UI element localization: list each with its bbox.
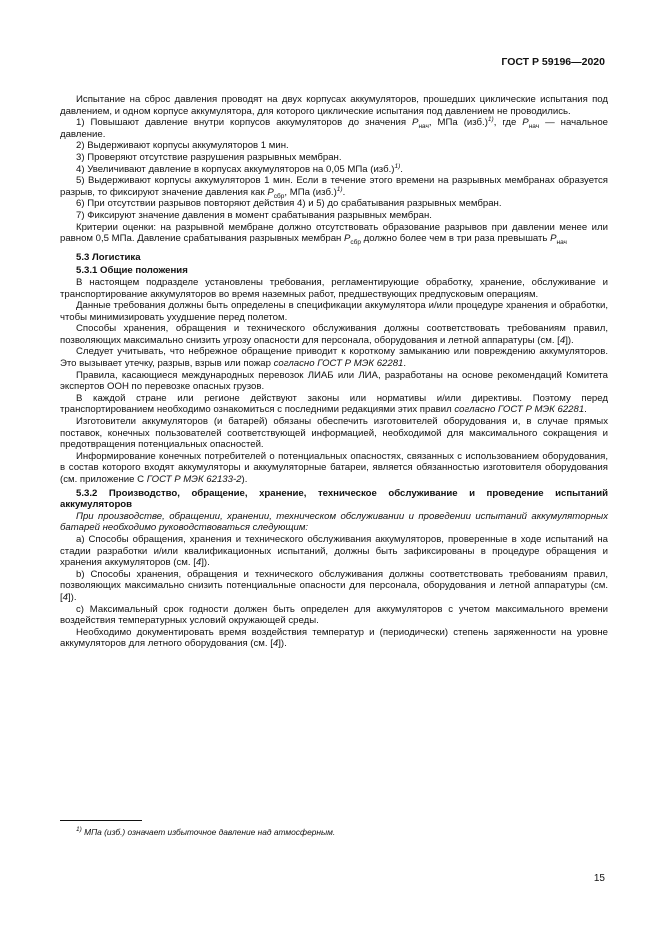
paragraph: Правила, касающиеся международных перевозок ЛИАБ или ЛИА, разработаны на основе рекомендаций Комитета экспертов ООН по перевозке опасных грузов. [60,369,608,393]
paragraph: При производстве, обращении, хранении, техническом обслуживании и проведении испытаний аккумуляторных батарей необходимо руководствоваться следующим: [60,510,608,534]
page-number: 15 [593,873,605,884]
paragraph: Изготовители аккумуляторов (и батарей) обязаны обеспечить изготовителей оборудования и, в случае прямых поставок, конечных пользователей соответствующей информацией, необходимой для максимального сокращения и предотвращения потенциальных опасностей. [60,416,608,451]
paragraph: В настоящем подразделе установлены требования, регламентирующие обработку, хранение, обслуживание и транспортирование аккумуляторов во время наземных работ, предшествующих предпусковым операциям. [60,276,608,300]
section-heading-5-3-1: 5.3.1 Общие положения [76,265,188,277]
step-4: 4) Увеличивают давление в корпусах аккумуляторов на 0,05 МПа $(изб.)^{1)}$. [76,162,403,175]
step-6: 6) При отсутствии разрывов повторяют действия 4) и 5) до срабатывания разрывных мембран. [76,198,502,210]
section-heading-5-3-2: 5.3.2 Производство, обращение, хранение, техническое обслуживание и проведение испытаний аккумуляторов [60,487,608,511]
paragraph: Необходимо документировать время воздействия температур и (периодически) степень заряженности на уровне аккумуляторов для летного оборудования (см. [4]). [60,626,608,650]
paragraph: Следует учитывать, что небрежное обращение приводит к короткому замыканию или повреждению аккумуляторов. Это вызывает утечку, разрыв, взрыв или пожар согласно ГОСТ Р МЭК 62281. [60,346,608,370]
paragraph: Данные требования должны быть определены в спецификации аккумулятора и/или процедуре хранения и обработки, чтобы минимизировать ухудшение перед полетом. [60,300,608,323]
list-item-b: b) Способы хранения, обращения и технического обслуживания должны соответствовать требованиям правил, позволяющих максимально снизить потенциальные опасности для персонала, оборудования и летной аппаратуры (см. [4]). [60,568,608,603]
footnote: $^{1)}$ МПа (изб.) означает избыточное давление над атмосферным. [76,826,336,837]
step-3: 3) Проверяют отсутствие разрушения разрывных мембран. [76,151,342,163]
footnote-divider [60,820,142,821]
step-5: 5) Выдерживают корпусы аккумуляторов 1 мин. Если в течение этого времени на разрывных мембранах образуется разрыв, то фиксируют значение давления как $P_{сбр}$, МПа $(изб.)^{1)}$. [60,175,608,200]
paragraph: Способы хранения, обращения и технического обслуживания должны соответствовать требованиям правил, позволяющих максимально снизить угрозу опасности для персонала, оборудования и летной аппаратуры (см. [4]). [60,323,608,346]
paragraph: Испытание на сброс давления проводят на двух корпусах аккумуляторов, прошедших циклические испытания под давлением, и одном корпусе аккумулятора, для которого циклические испытания под давлением не проводились. [60,94,608,117]
list-item-c: c) Максимальный срок годности должен быть определен для аккумуляторов с учетом максимального времени воздействия температурных условий окружающей среды. [60,603,608,627]
step-7: 7) Фиксируют значение давления в момент срабатывания разрывных мембран. [76,209,432,221]
paragraph: Информирование конечных потребителей о потенциальных опасностях, связанных с использованием оборудования, в состав которого входят аккумуляторы и аккумуляторные батареи, является обязанностью изготовителя оборудования (см. приложение С ГОСТ Р МЭК 62133-2). [60,450,608,485]
criteria-paragraph: Критерии оценки: на разрывной мембране должно отсутствовать образование разрывов при давлении менее или равном 0,5 МПа. Давление срабатывания разрывных мембран $P_{сбр}$ должно более чем в три раза превышать $P_{нач}$ [60,221,608,247]
document-id: ГОСТ Р 59196—2020 [501,56,605,68]
step-2: 2) Выдерживают корпусы аккумуляторов 1 мин. [76,140,289,152]
step-1: 1) Повышают давление внутри корпусов аккумуляторов до значения $P_{нач}$, МПа $(изб.)^{1)}$, где $P_{нач}$ — начальное давление. [60,116,608,140]
list-item-a: a) Способы обращения, хранения и технического обслуживания аккумуляторов, проверенные в ходе испытаний на стадии разработки и/или квалификационных испытаний, должны быть зафиксированы в процедуре обращения и хранения аккумуляторов (см. [4]). [60,533,608,569]
paragraph: В каждой стране или регионе действуют законы или нормативы и/или директивы. Поэтому перед транспортированием необходимо ознакомиться с последними редакциями этих правил согласно ГОСТ Р МЭК 62281. [60,392,608,416]
section-heading-5-3: 5.3 Логистика [76,251,141,263]
document-body [60,94,608,650]
